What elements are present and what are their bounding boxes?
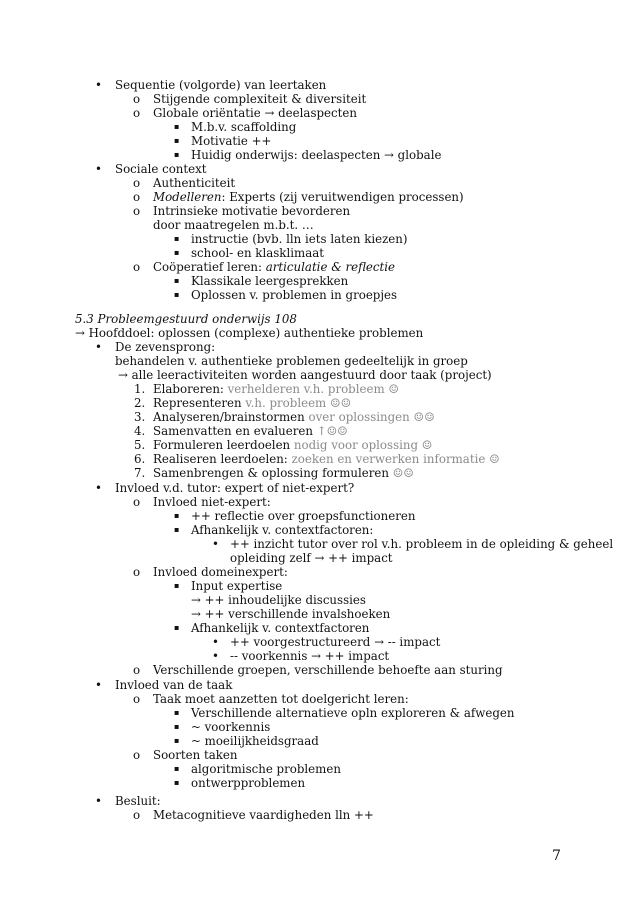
text-line — [191, 579, 282, 593]
text-line — [153, 218, 314, 232]
text-line — [191, 706, 514, 720]
text-segment: Soorten taken — [153, 748, 238, 762]
text-segment: Sequentie (volgorde) van leertaken — [115, 78, 327, 92]
text-segment: algoritmische problemen — [191, 762, 341, 776]
text-segment: Invloed domeinexpert: — [153, 565, 288, 579]
list-marker: ▪ — [174, 722, 180, 731]
text-segment: ++ voorgestructureerd → -- impact — [230, 635, 441, 649]
list-marker: ▪ — [174, 708, 180, 717]
list-marker: 3. — [134, 410, 146, 424]
text-segment: instructie (bvb. lln iets laten kiezen) — [191, 232, 408, 246]
text-segment: Invloed v.d. tutor: expert of niet-expert? — [115, 481, 355, 495]
text-segment: Taak moet aanzetten tot doelgericht leren: — [153, 692, 409, 706]
text-segment: Analyseren/brainstormen — [153, 410, 309, 424]
text-line — [191, 148, 441, 162]
text-line — [153, 692, 409, 706]
text-line — [115, 794, 161, 808]
text-segment: ontwerpproblemen — [191, 776, 306, 790]
text-segment: : Experts (zij veruitwendigen processen) — [221, 190, 464, 204]
text-line — [153, 92, 366, 106]
text-line — [153, 382, 399, 396]
list-marker: ▪ — [174, 248, 180, 257]
text-segment: Authenticiteit — [153, 176, 236, 190]
text-line — [153, 176, 235, 190]
list-marker: ▪ — [174, 511, 180, 520]
text-segment: Modelleren — [153, 190, 222, 204]
list-marker: o — [133, 663, 141, 677]
list-marker: • — [95, 794, 102, 808]
list-marker: o — [133, 176, 141, 190]
text-segment: ~ voorkennis — [191, 720, 271, 734]
list-marker: o — [133, 748, 141, 762]
text-line — [191, 593, 366, 607]
text-segment: Afhankelijk v. contextfactoren: — [191, 523, 374, 537]
text-segment: Representeren — [153, 396, 246, 410]
text-segment: 5.3 Probleemgestuurd onderwijs 108 — [75, 312, 297, 326]
text-segment: Klassikale leergesprekken — [191, 274, 349, 288]
annotation-text: zoeken en verwerken informatie ☺ — [291, 452, 500, 466]
list-marker: o — [133, 808, 141, 822]
annotation-text: ↑☺☺ — [316, 424, 348, 438]
list-marker: • — [95, 678, 102, 692]
list-marker: ▪ — [174, 290, 180, 299]
text-segment: Intrinsieke motivatie bevorderen — [153, 204, 351, 218]
text-segment: Oplossen v. problemen in groepjes — [191, 288, 398, 302]
text-segment: Formuleren leerdoelen — [153, 438, 294, 452]
list-marker: 1. — [134, 382, 146, 396]
text-line — [191, 232, 408, 246]
list-marker: ▪ — [174, 234, 180, 243]
text-segment: ++ inzicht tutor over rol v.h. probleem in de opleiding & geheel — [230, 537, 614, 551]
list-marker: o — [133, 190, 141, 204]
text-segment: Huidig onderwijs: deelaspecten → globale — [191, 148, 442, 162]
text-segment: Motivatie ++ — [191, 134, 272, 148]
list-marker: ▪ — [174, 764, 180, 773]
text-segment: De zevensprong: — [115, 340, 216, 354]
list-marker: • — [212, 635, 219, 649]
list-marker: • — [95, 162, 102, 176]
text-line — [115, 340, 215, 354]
text-line — [153, 396, 351, 410]
text-line — [191, 274, 348, 288]
list-marker: ▪ — [174, 581, 180, 590]
text-segment: Sociale context — [115, 162, 207, 176]
list-marker: ▪ — [174, 736, 180, 745]
text-line — [153, 190, 464, 204]
list-marker: • — [212, 537, 219, 551]
text-segment: Input expertise — [191, 579, 283, 593]
text-line — [230, 537, 613, 551]
text-line — [153, 204, 350, 218]
list-marker: • — [212, 649, 219, 663]
text-segment: Realiseren leerdoelen: — [153, 452, 292, 466]
list-marker: o — [133, 692, 141, 706]
text-line — [153, 260, 395, 274]
text-line — [191, 509, 415, 523]
text-segment: Besluit: — [115, 794, 161, 808]
text-segment: → alle leeractiviteiten worden aangestuurd door taak (project) — [118, 368, 492, 382]
text-segment: school- en klasklimaat — [191, 246, 324, 260]
text-line — [75, 326, 423, 340]
text-line — [118, 368, 492, 382]
text-line — [115, 78, 326, 92]
text-line — [153, 424, 348, 438]
text-segment: Verschillende groepen, verschillende behoefte aan sturing — [153, 663, 503, 677]
text-line — [191, 288, 397, 302]
text-line — [153, 495, 271, 509]
list-marker: o — [133, 260, 141, 274]
list-marker: o — [133, 495, 141, 509]
text-line — [191, 621, 369, 635]
text-segment: Metacognitieve vaardigheden lln ++ — [153, 808, 374, 822]
text-line — [115, 678, 232, 692]
annotation-text: over oplossingen ☺☺ — [308, 410, 435, 424]
text-line — [191, 776, 305, 790]
annotation-text: v.h. probleem ☺☺ — [245, 396, 352, 410]
text-segment: behandelen v. authentieke problemen gedeeltelijk in groep — [115, 354, 468, 368]
text-segment: M.b.v. scaffolding — [191, 120, 297, 134]
text-segment: ~ moeilijkheidsgraad — [191, 734, 319, 748]
annotation-text: nodig voor oplossing ☺ — [293, 438, 433, 452]
list-marker: 5. — [134, 438, 146, 452]
list-marker: • — [95, 78, 102, 92]
text-segment: Samenbrengen & oplossing formuleren — [153, 466, 393, 480]
text-segment: ++ reflectie over groepsfunctioneren — [191, 509, 416, 523]
text-line — [153, 748, 238, 762]
list-marker: ▪ — [174, 778, 180, 787]
text-line — [153, 410, 435, 424]
text-line — [191, 762, 341, 776]
list-marker: o — [133, 92, 141, 106]
text-line — [153, 438, 432, 452]
page-number: 7 — [552, 848, 561, 864]
text-segment: Invloed niet-expert: — [153, 495, 271, 509]
list-marker: 6. — [134, 452, 146, 466]
text-line — [153, 106, 357, 120]
text-line — [153, 452, 500, 466]
text-segment: door maatregelen m.b.t. … — [153, 218, 314, 232]
text-segment: → ++ verschillende invalshoeken — [191, 607, 391, 621]
text-line — [153, 565, 288, 579]
text-segment: -- voorkennis → ++ impact — [230, 649, 390, 663]
text-line — [153, 466, 414, 480]
list-marker: ▪ — [174, 623, 180, 632]
text-line — [230, 635, 440, 649]
text-segment: articulatie & reflectie — [265, 260, 396, 274]
text-segment: Coöperatief leren: — [153, 260, 266, 274]
text-segment: → Hoofddoel: oplossen (complexe) authentieke problemen — [75, 326, 424, 340]
list-marker: o — [133, 204, 141, 218]
text-line — [115, 481, 354, 495]
text-line — [191, 246, 324, 260]
list-marker: 4. — [134, 424, 146, 438]
text-segment: Stijgende complexiteit & diversiteit — [153, 92, 367, 106]
list-marker: ▪ — [174, 136, 180, 145]
text-segment: Invloed van de taak — [115, 678, 233, 692]
list-marker: ▪ — [174, 122, 180, 131]
text-line — [191, 134, 271, 148]
text-line — [191, 523, 373, 537]
list-marker: o — [133, 565, 141, 579]
text-segment: Verschillende alternatieve opln exploreren & afwegen — [191, 706, 515, 720]
text-line — [153, 663, 503, 677]
text-line — [191, 120, 296, 134]
list-marker: ▪ — [174, 525, 180, 534]
list-marker: ▪ — [174, 276, 180, 285]
annotation-text: ☺☺ — [392, 466, 414, 480]
text-segment: → ++ inhoudelijke discussies — [191, 593, 366, 607]
text-line — [115, 354, 468, 368]
list-marker: 7. — [134, 466, 146, 480]
text-line — [191, 607, 390, 621]
list-marker: 2. — [134, 396, 146, 410]
text-segment: Afhankelijk v. contextfactoren — [191, 621, 370, 635]
list-marker: • — [95, 481, 102, 495]
annotation-text: verhelderen v.h. probleem ☺ — [227, 382, 399, 396]
list-marker: • — [95, 340, 102, 354]
list-marker: o — [133, 106, 141, 120]
text-segment: Elaboreren: — [153, 382, 228, 396]
text-line — [191, 720, 270, 734]
text-line — [115, 162, 207, 176]
text-line — [153, 808, 374, 822]
text-line — [230, 649, 389, 663]
text-line — [191, 734, 319, 748]
list-marker: ▪ — [174, 150, 180, 159]
text-segment: opleiding zelf → ++ impact — [230, 551, 393, 565]
text-segment: Samenvatten en evalueren — [153, 424, 317, 438]
text-line — [75, 312, 297, 326]
text-segment: Globale oriëntatie → deelaspecten — [153, 106, 357, 120]
text-line — [230, 551, 393, 565]
